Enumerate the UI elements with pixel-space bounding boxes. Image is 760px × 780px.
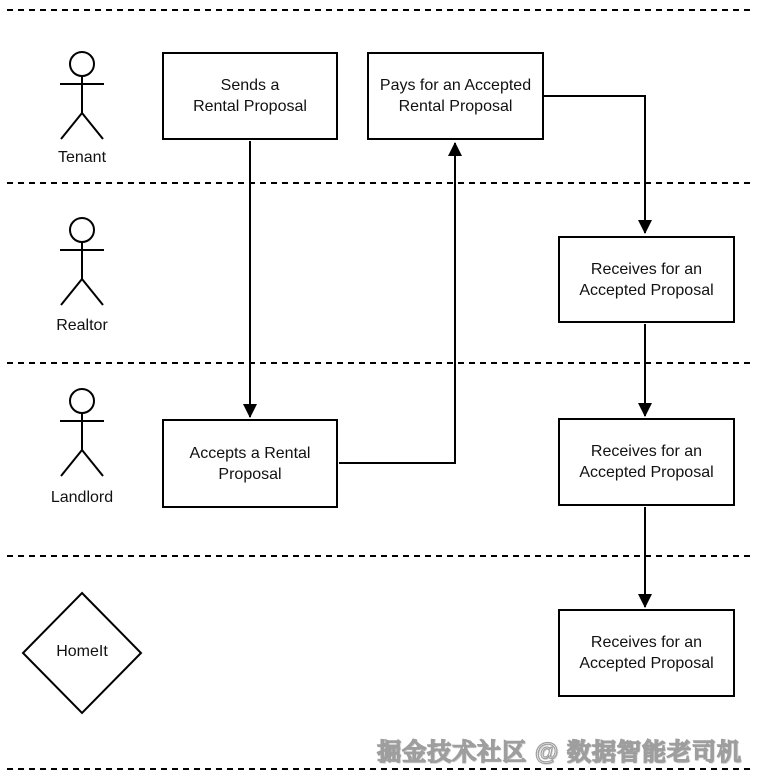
task-label-line: Receives for an (590, 634, 703, 651)
actor-figure-realtor (60, 218, 104, 305)
task-box-sends-rental-proposal (162, 52, 338, 140)
task-label-line: Accepted Proposal (579, 464, 714, 481)
watermark-text: 掘金技术社区 @ 数据智能老司机 (377, 739, 742, 766)
task-label-line: Sends a (220, 77, 280, 94)
task-label-line: Accepted Proposal (579, 655, 714, 672)
task-box-landlord-receives-for-accepted-proposal (558, 418, 735, 506)
actor-label-tenant: Tenant (57, 149, 107, 166)
task-label-line: Receives for an (590, 260, 703, 278)
task-label-line: Rental Proposal (193, 98, 307, 115)
task-label-line: Receives for an (590, 443, 703, 460)
task-box-pays-for-accepted-rental-proposal (367, 52, 544, 140)
task-label-line: Accepted Proposal (579, 281, 714, 299)
task-box-realtor-receives-for-accepted-proposal (558, 236, 735, 323)
task-label-line: Rental Proposal (398, 98, 513, 115)
actor-label-homeit: HomeIt (56, 643, 108, 660)
task-box-accepts-rental-proposal (162, 419, 338, 508)
connector-pays-to-realtor-receives-arrow (544, 96, 645, 233)
task-label-line: Proposal (218, 465, 282, 483)
actor-figure-tenant (60, 52, 104, 139)
connector-accepts-to-pays-arrow (339, 143, 455, 463)
connectors (250, 96, 645, 607)
actor-figure-landlord (60, 389, 104, 476)
task-box-homeit-receives-for-accepted-proposal (558, 609, 735, 697)
task-label-line: Accepts a Rental (189, 444, 311, 462)
actor-label-realtor: Realtor (56, 317, 108, 334)
task-label-line: Pays for an Accepted (379, 77, 532, 94)
actor-label-landlord: Landlord (50, 489, 114, 506)
